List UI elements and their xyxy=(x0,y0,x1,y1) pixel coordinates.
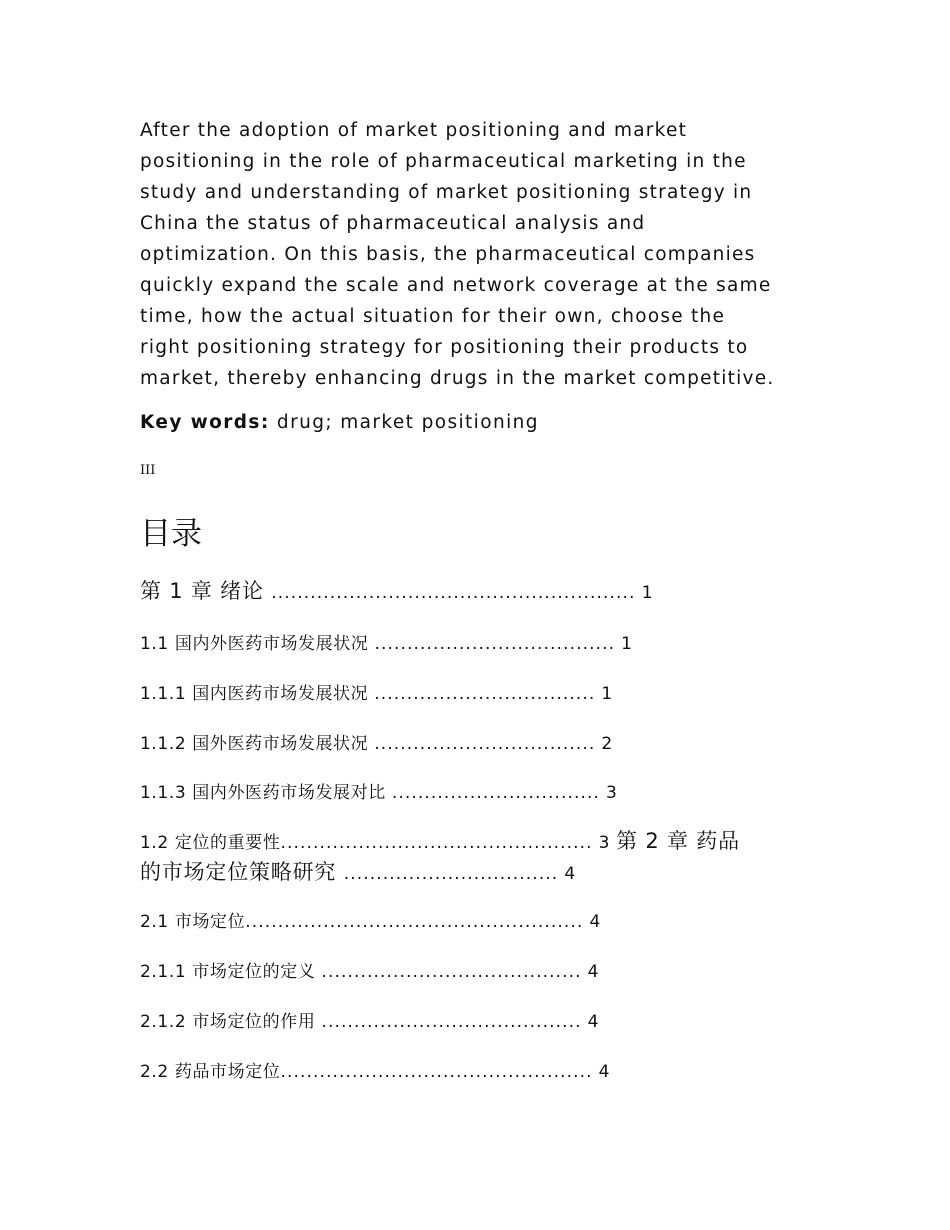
toc-entry-page: 3 xyxy=(600,783,618,803)
toc-entry-label: 1.1 国内外医药市场发展状况 xyxy=(140,634,375,654)
toc-entry-chapter-1[interactable] xyxy=(140,575,653,605)
toc-entry-2-1-2[interactable] xyxy=(140,1007,599,1032)
abstract-line: quickly expand the scale and network coverage at the same xyxy=(140,275,772,296)
toc-entry-page: 2 xyxy=(595,734,613,754)
toc-entry-label: 1.1.1 国内医药市场发展状况 xyxy=(140,684,375,704)
toc-entry-page: 4 xyxy=(583,912,601,932)
abstract-paragraph xyxy=(140,115,820,394)
toc-entry-page: 4 xyxy=(581,1012,600,1032)
abstract-line: After the adoption of market positioning and market xyxy=(140,120,688,141)
toc-title: 目录 xyxy=(140,516,202,552)
toc-entry-page: 1 xyxy=(595,684,613,704)
toc-entry-dots: .................................. xyxy=(374,734,596,754)
keywords-label: Key words: xyxy=(140,412,270,433)
toc-entry-label: 1.1.3 国内外医药市场发展对比 xyxy=(140,783,392,803)
toc-entry-2-1[interactable] xyxy=(140,907,601,932)
toc-entry-dots: ................................. xyxy=(343,864,559,884)
toc-entry-label: 2.1 市场定位 xyxy=(140,912,246,932)
toc-entry-dots: ........................................ xyxy=(321,962,582,982)
toc-entry-label: 2.1.2 市场定位的作用 xyxy=(140,1012,322,1032)
toc-entry-1-1-1[interactable] xyxy=(140,679,613,704)
keywords-line xyxy=(140,412,539,433)
toc-entry-dots: ................................................ xyxy=(280,833,593,853)
toc-entry-page: 4 xyxy=(558,864,576,884)
toc-entry-2-2[interactable] xyxy=(140,1057,610,1082)
abstract-line: China the status of pharmaceutical analysis and xyxy=(140,213,646,234)
keywords-value: drug; market positioning xyxy=(269,412,539,433)
toc-entry-page: 1 xyxy=(635,583,654,603)
toc-entry-dots: .................................................... xyxy=(245,912,584,932)
abstract-line: market, thereby enhancing drugs in the market competitive. xyxy=(140,368,775,389)
toc-entry-page: 4 xyxy=(581,962,600,982)
toc-entry-dots: .................................. xyxy=(374,684,596,704)
toc-entry-label: 第 1 章 绪论 xyxy=(140,579,272,603)
page-number: III xyxy=(140,463,156,478)
abstract-line: study and understanding of market positioning strategy in xyxy=(140,182,753,203)
toc-entry-dots: ................................ xyxy=(391,783,600,803)
toc-entry-1-2[interactable] xyxy=(140,825,740,855)
toc-entry-label: 1.1.2 国外医药市场发展状况 xyxy=(140,734,375,754)
abstract-line: positioning in the role of pharmaceutical marketing in the xyxy=(140,151,747,172)
toc-entry-label: 的市场定位策略研究 xyxy=(140,860,344,884)
toc-entry-chapter-2[interactable] xyxy=(140,856,576,886)
abstract-line: time, how the actual situation for their own, choose the xyxy=(140,306,726,327)
abstract-line: optimization. On this basis, the pharmaceutical companies xyxy=(140,244,756,265)
toc-entry-1-1[interactable] xyxy=(140,629,633,654)
abstract-line: right positioning strategy for positioning their products to xyxy=(140,337,749,358)
toc-entry-page: 3 xyxy=(592,833,617,853)
toc-entry-1-1-3[interactable] xyxy=(140,778,617,803)
toc-entry-label: 2.1.1 市场定位的定义 xyxy=(140,962,322,982)
toc-entry-dots: ........................................ xyxy=(321,1012,582,1032)
toc-entry-dots: ..................................... xyxy=(374,634,616,654)
toc-entry-1-1-2[interactable] xyxy=(140,729,613,754)
toc-entry-label: 1.2 定位的重要性 xyxy=(140,833,281,853)
toc-entry-dots: ................................................ xyxy=(280,1062,593,1082)
toc-entry-dots: ........................................................ xyxy=(271,583,636,603)
toc-entry-page: 4 xyxy=(592,1062,611,1082)
toc-entry-label: 2.2 药品市场定位 xyxy=(140,1062,281,1082)
toc-entry-page: 1 xyxy=(615,634,633,654)
toc-entry-chapter-2-start: 第 2 章 药品 xyxy=(616,829,740,853)
toc-entry-2-1-1[interactable] xyxy=(140,957,599,982)
